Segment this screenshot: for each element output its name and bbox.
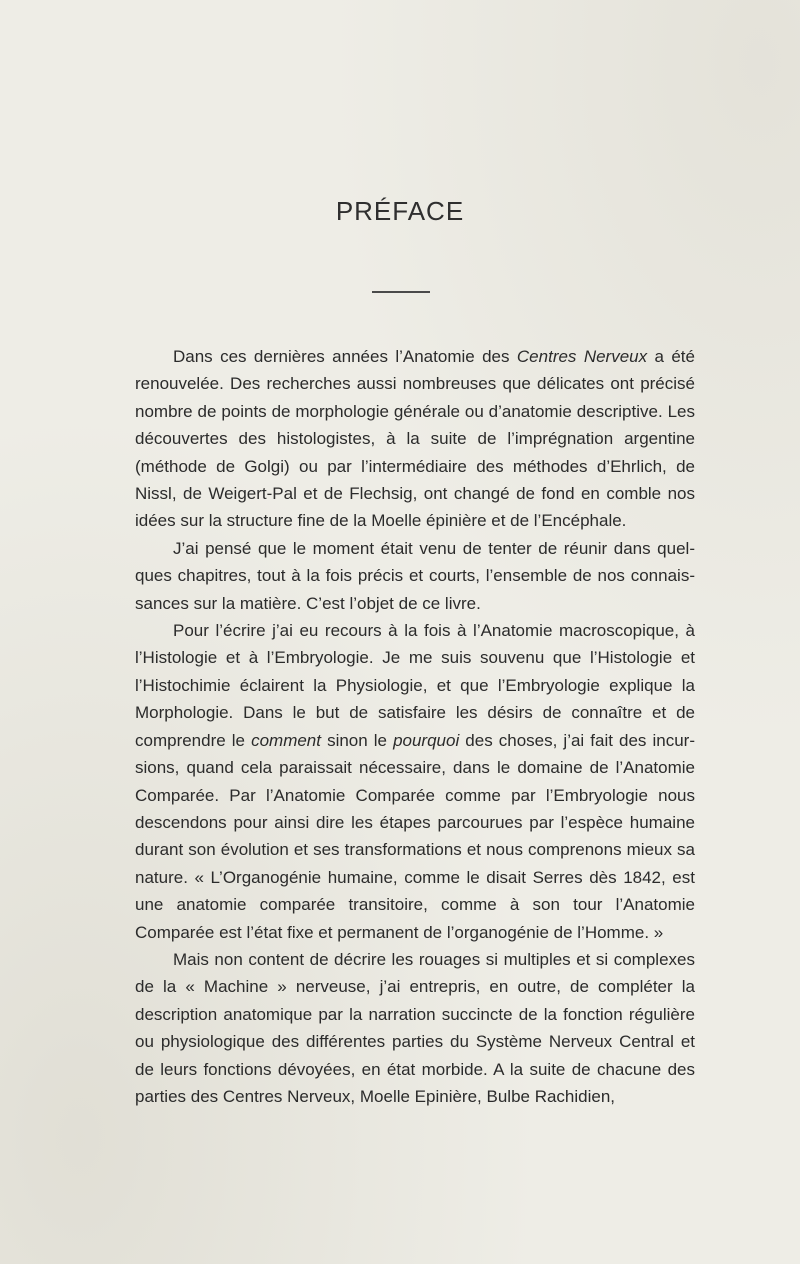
pourquoi-italic: pourquoi (393, 730, 460, 750)
paragraph-3 (135, 617, 695, 946)
paragraph-3-part-a: Pour l’écrire j’ai eu recours à la fois à l’Anatomie macroscopique, à l’Histologie et à l’Embryologie. Je me suis souvenu que l’Histologie et l’Histochimie éclairent la Physiologie, et que l’Embryologie explique la Morphologie. Dans le but de satisfaire les désirs de connaître et de comprendre le (135, 621, 695, 750)
paragraph-3-part-b: sinon le (321, 730, 394, 750)
paragraph-3-part-c: des choses, j’ai fait des incursions, quand cela paraissait nécessaire, dans le domaine de l’Anatomie Comparée. Par l’Anatomie Comparée comme par l’Embryologie nous descendons pour ainsi dire les étapes parcourues par l’espèce humaine durant son évolution et ses transformations et nous comprenons mieux sa nature. « L’Organogénie humaine, comme le disait Serres dès 1842, est une anatomie comparée transitoire, comme à son tour l’Anatomie Comparée est l’état fixe et permanent de l’organogénie de l’Homme. » (135, 730, 695, 942)
paragraph-2: J’ai pensé que le moment était venu de tenter de réunir dans quelques chapitres, tout à la fois précis et courts, l’ensemble de nos connaissances sur la matière. C’est l’objet de ce livre. (135, 538, 695, 613)
paragraph-4: Mais non content de décrire les rouages si multiples et si complexes de la « Machine » nerveuse, j’ai entrepris, en outre, de compléter la description anatomique par la narration succincte de la fonction régulière ou physiologique des différentes parties du Système Nerveux Central et de leurs fonctions dévoyées, en état morbide. A la suite de chacune des parties des Centres Nerveux, Moelle Epinière, Bulbe Rachidien, (135, 949, 695, 1106)
paragraph-1-part-b: a été renouvelée. Des recherches aussi nombreuses que délicates ont précisé nombre de points de morphologie générale ou d’anatomie descriptive. Les découvertes des histologistes, à la suite de l’imprégnation argentine (méthode de Golgi) ou par l’intermédiaire des méthodes d’Ehrlich, de Nissl, de Weigert-Pal et de Flechsig, ont changé de fond en comble nos idées sur la structure fine de la Moelle épinière et de l’Encéphale. (135, 347, 695, 531)
title-divider (372, 291, 430, 293)
paragraph-1-part-a: Dans ces dernières années l’Anatomie des (173, 347, 517, 366)
body-text (135, 343, 695, 1110)
centres-nerveux-italic: Centres Nerveux (516, 347, 648, 366)
paragraph-1 (135, 343, 695, 535)
comment-italic: comment (251, 730, 321, 750)
page-title: PRÉFACE (335, 196, 465, 226)
